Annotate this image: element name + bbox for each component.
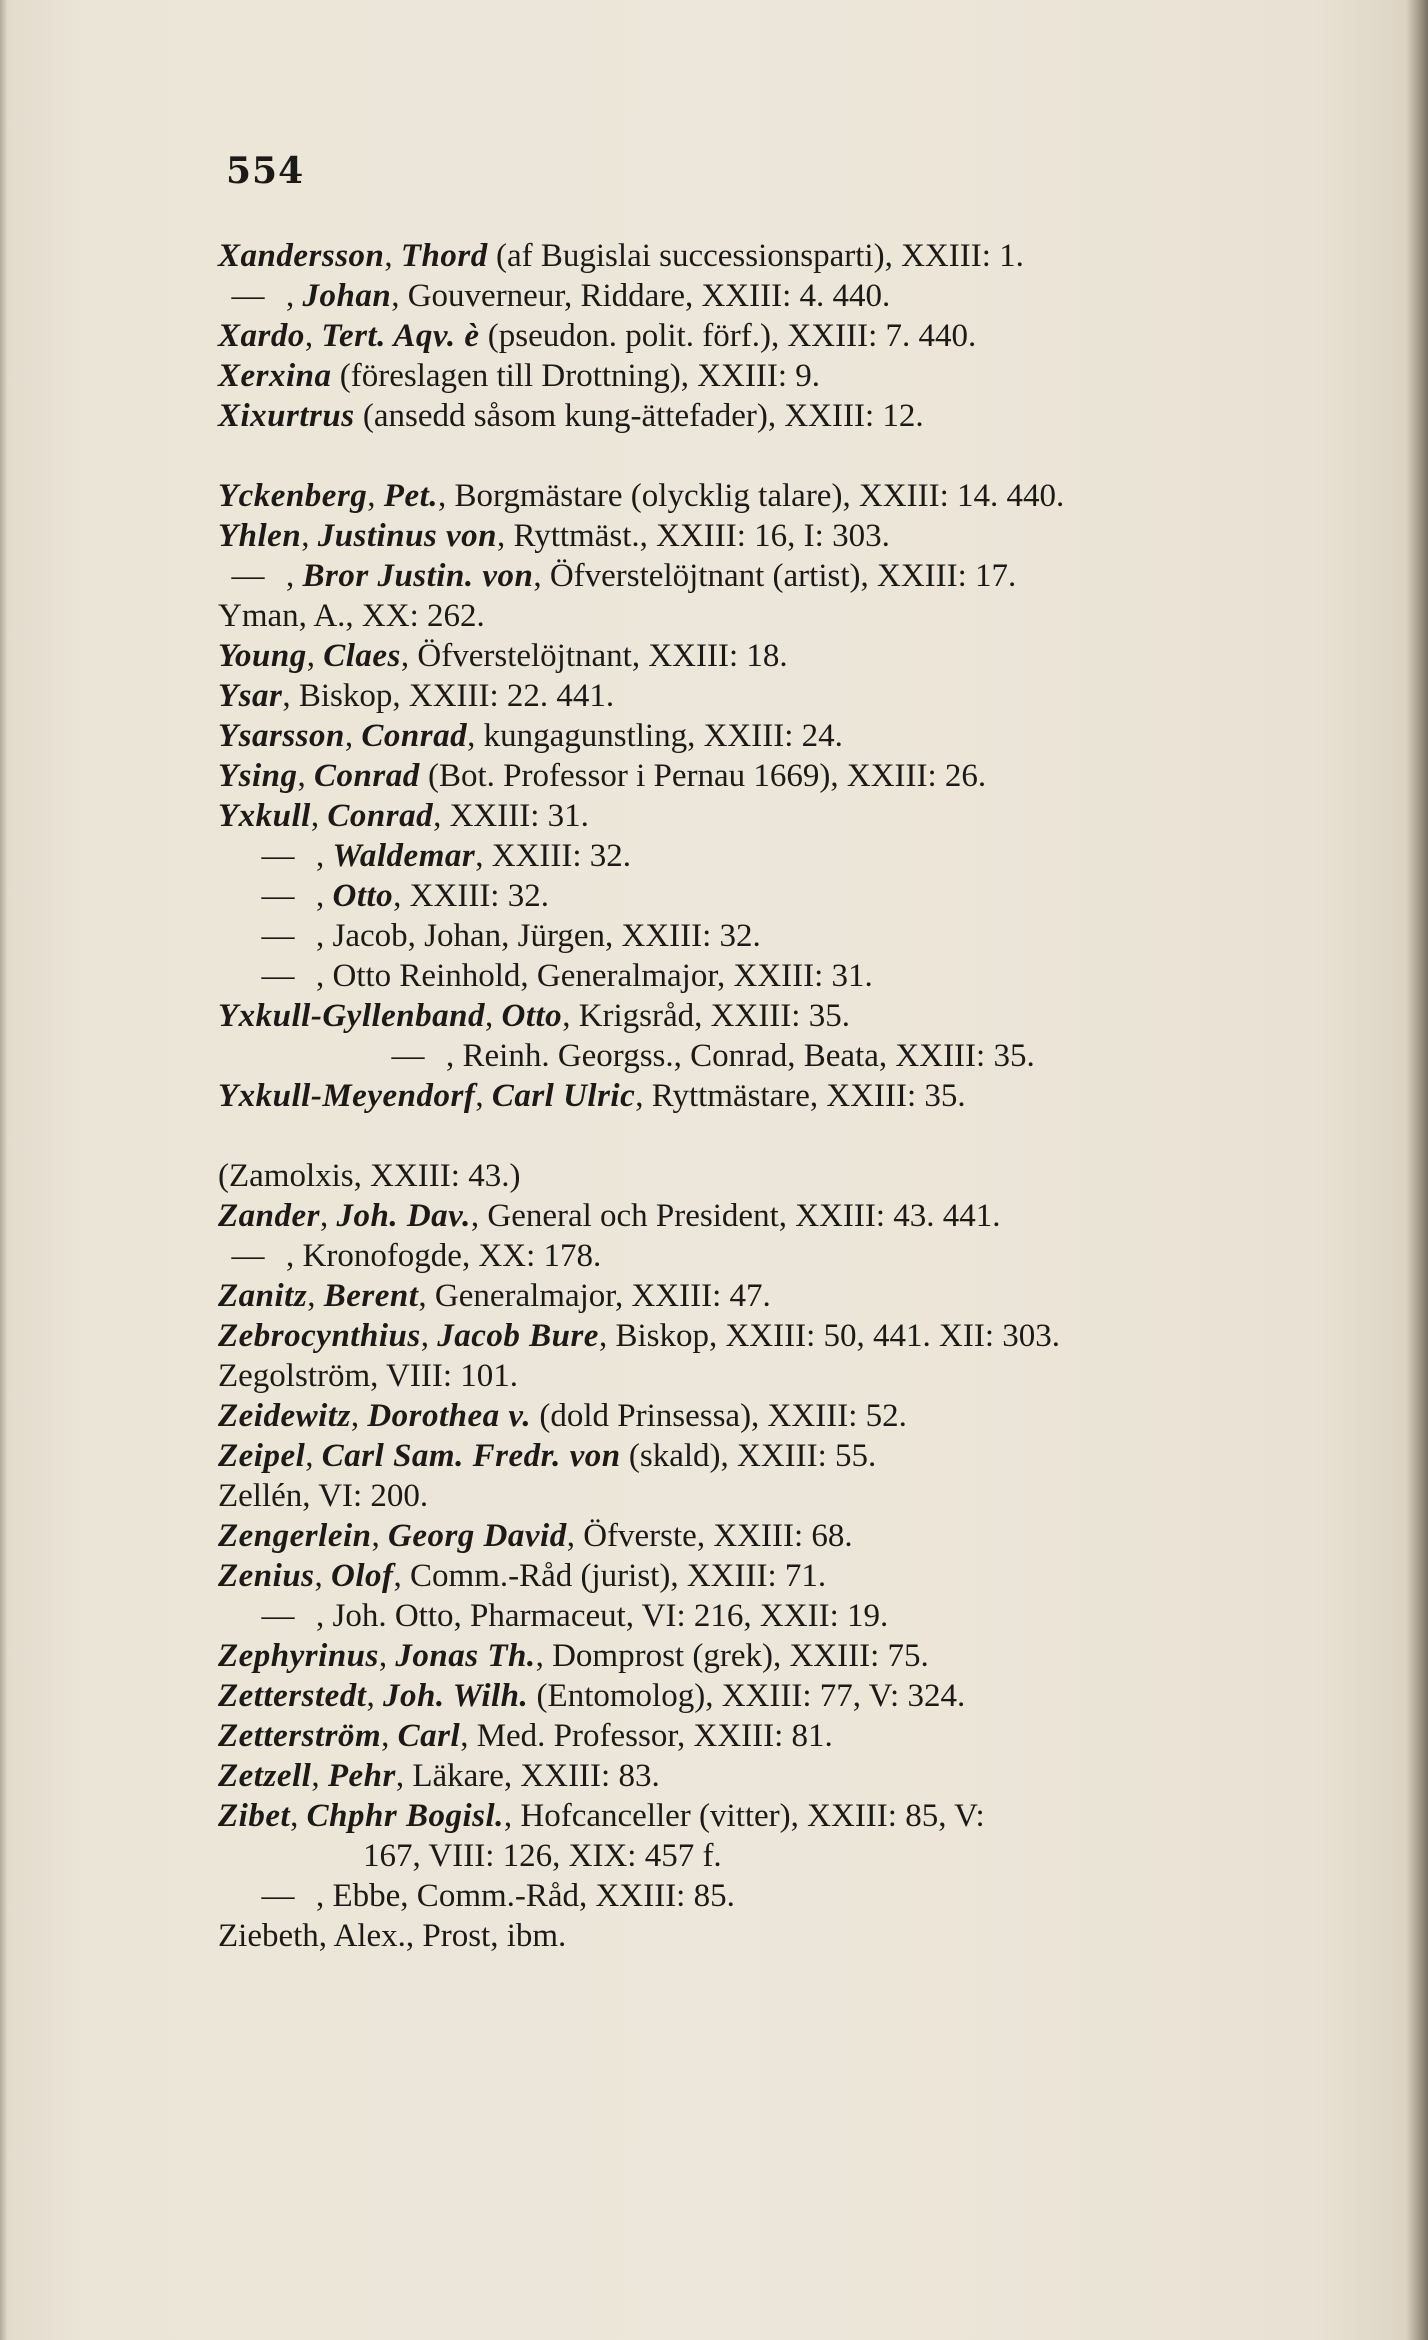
entry-text: , <box>286 558 303 594</box>
page-binding-edge <box>1406 0 1428 2340</box>
entry-text: , <box>350 1398 368 1434</box>
index-entry-yxkull-conrad <box>218 796 589 836</box>
entry-name: Zetzell <box>218 1758 312 1794</box>
entry-text: (skald), XXIII: 55. <box>620 1438 877 1474</box>
entry-name: Yckenberg <box>218 478 368 514</box>
entry-text: , <box>304 318 322 354</box>
entry-text: Zegolström, VIII: 101. <box>218 1358 519 1394</box>
entry-name: Xandersson <box>218 238 385 274</box>
entry-name: Yhlen <box>218 518 302 554</box>
entry-text: , Krigsråd, XXIII: 35. <box>562 998 850 1034</box>
entry-text: , Öfverste, XXIII: 68. <box>566 1518 853 1554</box>
index-entry-zander-joh <box>218 1196 1001 1236</box>
index-entry-xerxina <box>218 356 820 396</box>
entry-text: , <box>306 638 324 674</box>
entry-text: , <box>290 1798 307 1834</box>
entry-name: Bror Justin. von <box>302 558 534 594</box>
index-entry-yxkull-gyllenband-reinh <box>378 1036 1035 1076</box>
entry-name: Zander <box>218 1198 320 1234</box>
entry-text: , kungagunstling, XXIII: 24. <box>467 718 843 754</box>
ditto-dash: — <box>261 838 295 874</box>
ditto-dash: — <box>261 918 295 954</box>
entry-name: Xardo <box>218 318 305 354</box>
entry-name: Claes <box>323 638 401 674</box>
entry-text: , Borgmästare (olycklig talare), XXIII: 14. 440. <box>438 478 1065 514</box>
entry-text: , <box>320 1198 337 1234</box>
entry-text: , <box>384 238 401 274</box>
entry-text: (pseudon. polit. förf.), XXIII: 7. 440. <box>479 318 977 354</box>
index-entry-zengerlein <box>218 1516 853 1556</box>
index-entry-xixurtrus <box>218 396 924 436</box>
entry-text: Zellén, VI: 200. <box>218 1478 429 1514</box>
entry-name: Berent <box>323 1278 419 1314</box>
entry-name: Conrad <box>361 718 468 754</box>
entry-name: Zenius <box>218 1558 315 1594</box>
entry-text: (Zamolxis, XXIII: 43.) <box>218 1158 521 1194</box>
entry-text: , Generalmajor, XXIII: 47. <box>418 1278 771 1314</box>
entry-name: Zibet <box>218 1798 291 1834</box>
entry-text: , <box>344 718 362 754</box>
index-entry-xardo <box>218 316 976 356</box>
entry-name: Justinus von <box>317 518 498 554</box>
entry-text: , <box>297 758 315 794</box>
ditto-dash: — <box>261 958 295 994</box>
entry-name: Johan <box>302 278 392 314</box>
entry-text: , Öfverstelöjtnant, XXIII: 18. <box>400 638 788 674</box>
entry-text: , Biskop, XXIII: 22. 441. <box>282 678 615 714</box>
entry-text: , Öfverstelöjtnant (artist), XXIII: 17. <box>533 558 1017 594</box>
entry-text: , XXIII: 31. <box>433 798 589 834</box>
ditto-dash: — <box>391 1038 425 1074</box>
entry-name: Thord <box>400 238 488 274</box>
index-entry-zenius-olof <box>218 1556 826 1596</box>
entry-text: 167, VIII: 126, XIX: 457 f. <box>363 1838 722 1874</box>
entry-text: , <box>301 518 318 554</box>
entry-name: Yxkull <box>218 798 311 834</box>
entry-name: Zebrocynthius <box>218 1318 421 1354</box>
index-entry-zetzell <box>218 1756 660 1796</box>
entry-name: Georg David <box>387 1518 567 1554</box>
entry-text: , XXIII: 32. <box>475 838 632 874</box>
index-entry-zetterstedt <box>218 1676 965 1716</box>
entry-name: Joh. Dav. <box>336 1198 471 1234</box>
entry-text: , Otto Reinhold, Generalmajor, XXIII: 31. <box>316 958 873 994</box>
entry-name: Joh. Wilh. <box>382 1678 529 1714</box>
index-entry-xandersson-thord <box>218 236 1024 276</box>
entry-text: , <box>314 1558 332 1594</box>
entry-text: , XXIII: 32. <box>393 878 549 914</box>
index-entry-zibet-chphr-cont <box>363 1836 722 1876</box>
entry-name: Otto <box>332 878 394 914</box>
entry-name: Chphr Bogisl. <box>306 1798 504 1834</box>
entry-name: Carl <box>397 1718 461 1754</box>
index-entry-zebrocynthius <box>218 1316 1060 1356</box>
entry-name: Dorothea v. <box>367 1398 532 1434</box>
index-entry-ysing <box>218 756 986 796</box>
ditto-dash: — <box>261 878 295 914</box>
index-entry-zeipel <box>218 1436 876 1476</box>
entry-text: (föreslagen till Drottning), XXIII: 9. <box>331 358 820 394</box>
ditto-dash: — <box>261 1878 295 1914</box>
index-entry-yhlen-justinus <box>218 516 890 556</box>
index-entry-zander-kronofogde <box>218 1236 601 1276</box>
entry-text: , <box>378 1638 396 1674</box>
entry-name: Conrad <box>327 798 434 834</box>
entry-name: Zetterström <box>218 1718 382 1754</box>
index-entry-yxkull-otto-reinhold <box>248 956 873 996</box>
entry-name: Yxkull-Gyllenband <box>218 998 486 1034</box>
entry-text: (af Bugislai successionsparti), XXIII: 1. <box>487 238 1024 274</box>
entry-text: , <box>475 1078 492 1114</box>
index-entry-yckenberg <box>218 476 1064 516</box>
index-entry-yxkull-otto <box>248 876 549 916</box>
entry-text: (Entomolog), XXIII: 77, V: 324. <box>528 1678 966 1714</box>
entry-text: , <box>485 998 502 1034</box>
entry-text: , <box>311 1758 328 1794</box>
index-entry-yxkull-waldemar <box>248 836 631 876</box>
entry-name: Yxkull-Meyendorf <box>218 1078 476 1114</box>
entry-text: , Biskop, XXIII: 50, 441. XII: 303. <box>598 1318 1060 1354</box>
entry-text: Ziebeth, Alex., Prost, ibm. <box>218 1918 567 1954</box>
entry-name: Zetterstedt <box>218 1678 367 1714</box>
index-entry-young <box>218 636 788 676</box>
entry-text: , Kronofogde, XX: 178. <box>286 1238 602 1274</box>
index-entry-yxkull-gyllenband-otto <box>218 996 850 1036</box>
entry-text: , <box>310 798 328 834</box>
entry-text: , Ryttmästare, XXIII: 35. <box>635 1078 966 1114</box>
entry-text: , Ryttmäst., XXIII: 16, I: 303. <box>497 518 890 554</box>
entry-name: Ysarsson <box>218 718 345 754</box>
index-entry-yman <box>218 596 485 636</box>
index-entry-ysarsson <box>218 716 843 756</box>
index-entry-ziebeth <box>218 1916 566 1956</box>
entry-name: Pet. <box>383 478 439 514</box>
index-entry-yxkull-meyendorf <box>218 1076 966 1116</box>
entry-text: , Joh. Otto, Pharmaceut, VI: 216, XXII: 19. <box>316 1598 889 1634</box>
entry-name: Xixurtrus <box>218 398 355 434</box>
ditto-dash: — <box>231 1238 265 1274</box>
entry-name: Zeidewitz <box>218 1398 351 1434</box>
entry-name: Pehr <box>327 1758 396 1794</box>
entry-name: Jacob Bure <box>437 1318 599 1354</box>
index-entry-zetterstrom <box>218 1716 833 1756</box>
index-entry-zibet-chphr <box>218 1796 985 1836</box>
entry-text: , <box>371 1518 388 1554</box>
entry-text: , <box>420 1318 438 1354</box>
entry-name: Otto <box>501 998 563 1034</box>
entry-text: , Reinh. Georgss., Conrad, Beata, XXIII: 35. <box>446 1038 1035 1074</box>
ditto-dash: — <box>231 558 265 594</box>
index-entry-zenius-joh-otto <box>248 1596 888 1636</box>
entry-text: , <box>305 1438 322 1474</box>
index-entry-zamolxis <box>218 1156 520 1196</box>
entry-text: , General och President, XXIII: 43. 441. <box>470 1198 1001 1234</box>
page-left-edge <box>0 0 8 2340</box>
entry-name: Jonas Th. <box>395 1638 536 1674</box>
entry-text: , <box>316 838 333 874</box>
entry-text: , Hofcanceller (vitter), XXIII: 85, V: <box>503 1798 985 1834</box>
index-entry-zegolstrom <box>218 1356 518 1396</box>
entry-text: , <box>316 878 333 914</box>
entry-text: (dold Prinsessa), XXIII: 52. <box>531 1398 907 1434</box>
ditto-dash: — <box>261 1598 295 1634</box>
entry-name: Carl Ulric <box>491 1078 636 1114</box>
index-entry-yhlen-bror <box>218 556 1016 596</box>
entry-text: (ansedd såsom kung-ättefader), XXIII: 12. <box>354 398 924 434</box>
entry-name: Zeipel <box>218 1438 306 1474</box>
entry-text: , Gouverneur, Riddare, XXIII: 4. 440. <box>391 278 891 314</box>
entry-name: Waldemar <box>332 838 476 874</box>
entry-name: Conrad <box>314 758 420 794</box>
index-entry-yxkull-jacob <box>248 916 761 956</box>
entry-text: Yman, A., XX: 262. <box>218 598 485 634</box>
ditto-dash: — <box>231 278 265 314</box>
index-entry-ysar <box>218 676 614 716</box>
index-entry-zanitz <box>218 1276 771 1316</box>
entry-text: , Jacob, Johan, Jürgen, XXIII: 32. <box>316 918 761 954</box>
entry-name: Xerxina <box>218 358 332 394</box>
entry-text: , Domprost (grek), XXIII: 75. <box>535 1638 929 1674</box>
entry-name: Zephyrinus <box>218 1638 379 1674</box>
entry-text: , Med. Professor, XXIII: 81. <box>460 1718 833 1754</box>
entry-name: Tert. Aqv. è <box>321 318 480 354</box>
entry-name: Zengerlein <box>218 1518 372 1554</box>
entry-text: , <box>366 1678 383 1714</box>
index-entry-zeidewitz <box>218 1396 907 1436</box>
entry-text: , Comm.-Råd (jurist), XXIII: 71. <box>393 1558 827 1594</box>
entry-text: , <box>367 478 384 514</box>
entry-text: , <box>381 1718 398 1754</box>
entry-text: , <box>286 278 303 314</box>
entry-name: Ysing <box>218 758 298 794</box>
entry-name: Young <box>218 638 307 674</box>
index-entry-zibet-ebbe <box>248 1876 735 1916</box>
index-entry-zephyrinus <box>218 1636 929 1676</box>
entry-name: Olof <box>331 1558 394 1594</box>
page-number: 554 <box>226 150 305 192</box>
entry-text: , Läkare, XXIII: 83. <box>395 1758 660 1794</box>
entry-name: Carl Sam. Fredr. von <box>321 1438 621 1474</box>
entry-name: Ysar <box>218 678 283 714</box>
entry-text: , <box>307 1278 324 1314</box>
entry-text: , Ebbe, Comm.-Råd, XXIII: 85. <box>316 1878 735 1914</box>
entry-name: Zanitz <box>218 1278 308 1314</box>
entry-text: (Bot. Professor i Pernau 1669), XXIII: 26. <box>419 758 987 794</box>
index-entry-zellen <box>218 1476 428 1516</box>
index-entry-xandersson-johan <box>218 276 890 316</box>
